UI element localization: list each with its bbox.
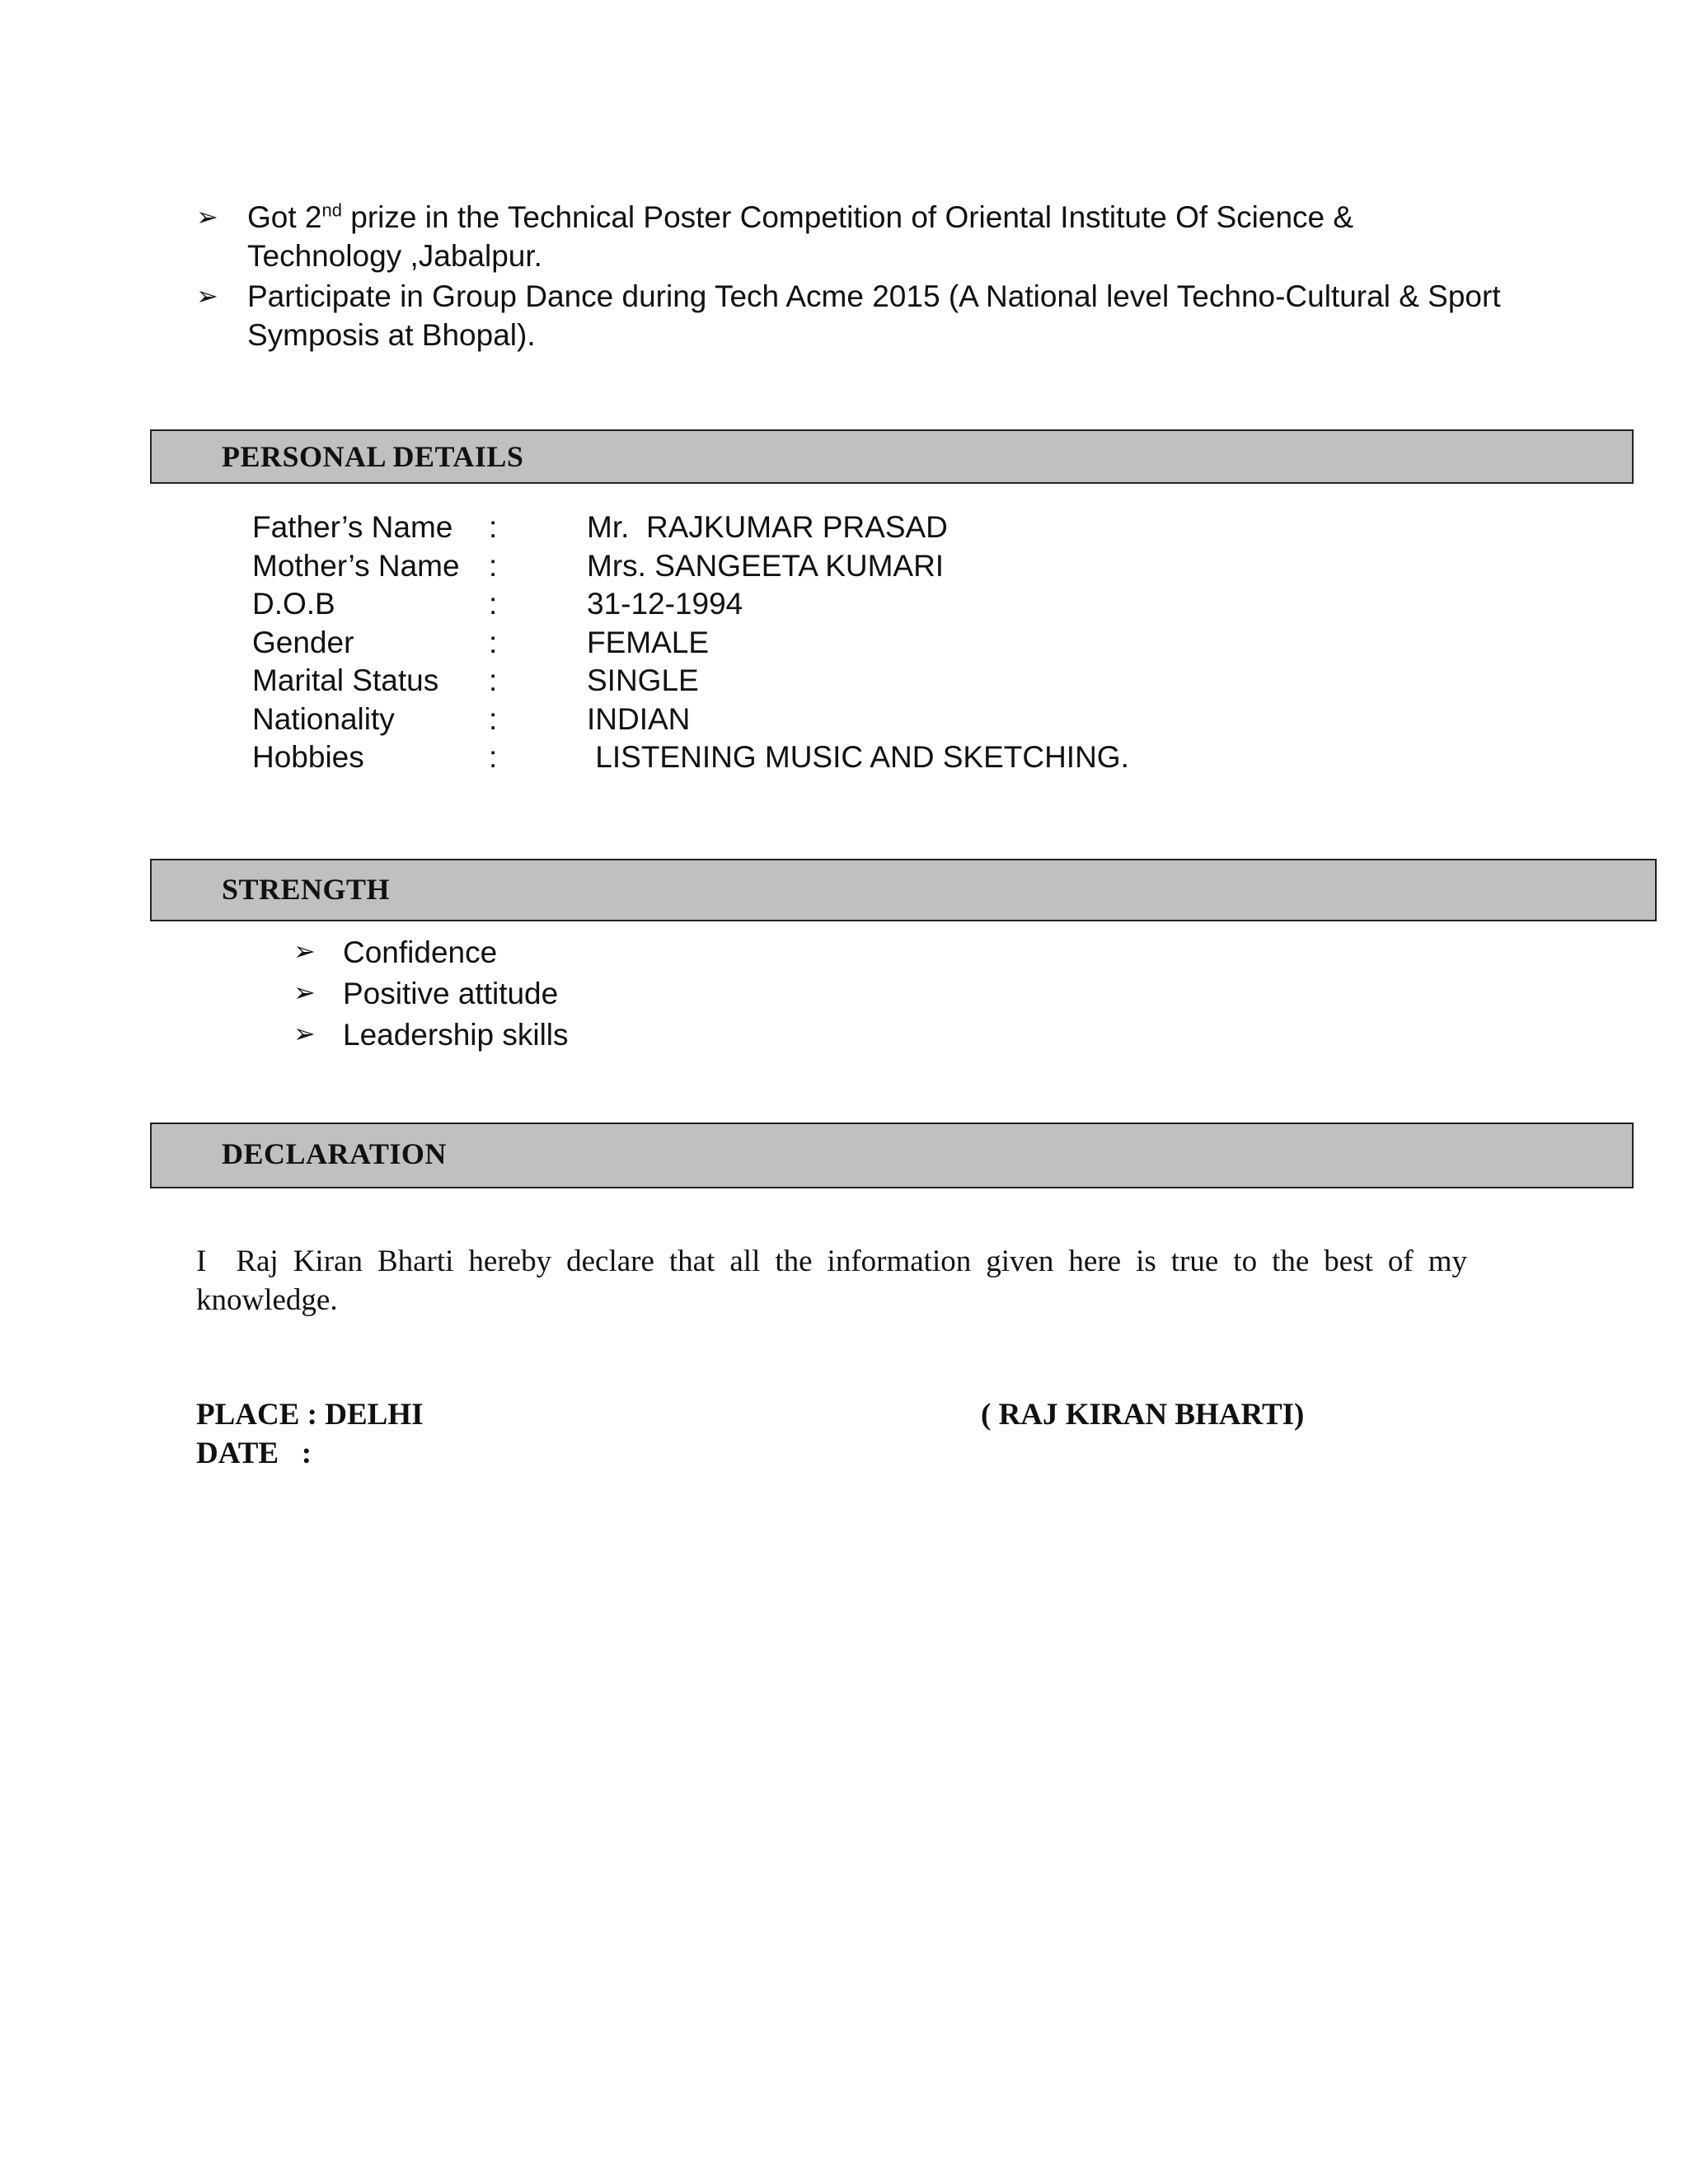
strength-item: [293, 973, 569, 1015]
section-title: PERSONAL DETAILS: [222, 440, 524, 473]
detail-row-marital-status: [252, 662, 1489, 701]
place-label: PLACE : DELHI: [196, 1398, 424, 1432]
signature-name: ( RAJ KIRAN BHARTI): [981, 1398, 1305, 1432]
section-title: STRENGTH: [222, 873, 391, 906]
detail-row-gender: [252, 624, 1489, 663]
achievement-text: Participate in Group Dance during Tech Acme 2015 (A National level Techno-Cultural & Sport Symposis at Bhopal).: [247, 279, 1501, 352]
detail-value: 31-12-1994: [587, 587, 743, 621]
strength-list: [293, 932, 569, 1056]
detail-value: INDIAN: [587, 701, 691, 736]
detail-colon: :: [489, 740, 498, 774]
detail-row-dob: [252, 585, 1489, 624]
arrow-bullet-icon: ➢: [293, 935, 316, 967]
detail-value: Mrs. SANGEETA KUMARI: [587, 548, 945, 583]
achievement-item: [196, 277, 1515, 354]
arrow-bullet-icon: ➢: [196, 280, 218, 312]
strength-text: Confidence: [343, 935, 498, 969]
detail-colon: :: [489, 701, 498, 736]
arrow-bullet-icon: ➢: [196, 201, 218, 232]
strength-item: [293, 1015, 569, 1056]
detail-colon: :: [489, 587, 498, 621]
detail-row-nationality: [252, 701, 1489, 739]
detail-row-hobbies: [252, 738, 1489, 777]
detail-row-mothers-name: [252, 547, 1489, 586]
detail-row-fathers-name: [252, 509, 1489, 547]
strength-header: [150, 859, 1657, 921]
detail-colon: :: [489, 548, 498, 583]
detail-value: FEMALE: [587, 625, 710, 659]
strength-text: Positive attitude: [343, 977, 559, 1010]
detail-label: Marital Status: [252, 663, 439, 697]
detail-value: SINGLE: [587, 663, 699, 697]
detail-colon: :: [489, 510, 498, 544]
detail-colon: :: [489, 663, 498, 697]
declaration-text: I Raj Kiran Bharti hereby declare that all the information given here is true to the best of my knowledge.: [196, 1244, 1479, 1317]
arrow-bullet-icon: ➢: [293, 977, 316, 1008]
declaration-header: [150, 1122, 1634, 1188]
personal-details-table: [252, 509, 1489, 777]
detail-label: Hobbies: [252, 740, 364, 774]
detail-colon: :: [489, 625, 498, 659]
achievement-superscript: nd: [321, 199, 342, 221]
achievements-list: [196, 198, 1515, 356]
detail-label: Nationality: [252, 701, 395, 736]
detail-label: Mother’s Name: [252, 548, 460, 583]
detail-value: Mr. RAJKUMAR PRASAD: [587, 510, 948, 544]
strength-item: [293, 932, 569, 973]
personal-details-header: [150, 429, 1634, 484]
arrow-bullet-icon: ➢: [293, 1018, 316, 1049]
detail-label: D.O.B: [252, 587, 335, 621]
achievement-text-prefix: Got 2: [247, 200, 322, 234]
achievement-text: prize in the Technical Poster Competition of Oriental Institute Of Science & Technology ,Jabalpur.: [247, 200, 1354, 273]
detail-label: Father’s Name: [252, 510, 453, 544]
detail-label: Gender: [252, 625, 354, 659]
achievement-item: [196, 198, 1515, 275]
strength-text: Leadership skills: [343, 1018, 569, 1052]
date-label: DATE :: [196, 1436, 312, 1470]
section-title: DECLARATION: [222, 1137, 447, 1170]
detail-value: LISTENING MUSIC AND SKETCHING.: [587, 740, 1129, 774]
